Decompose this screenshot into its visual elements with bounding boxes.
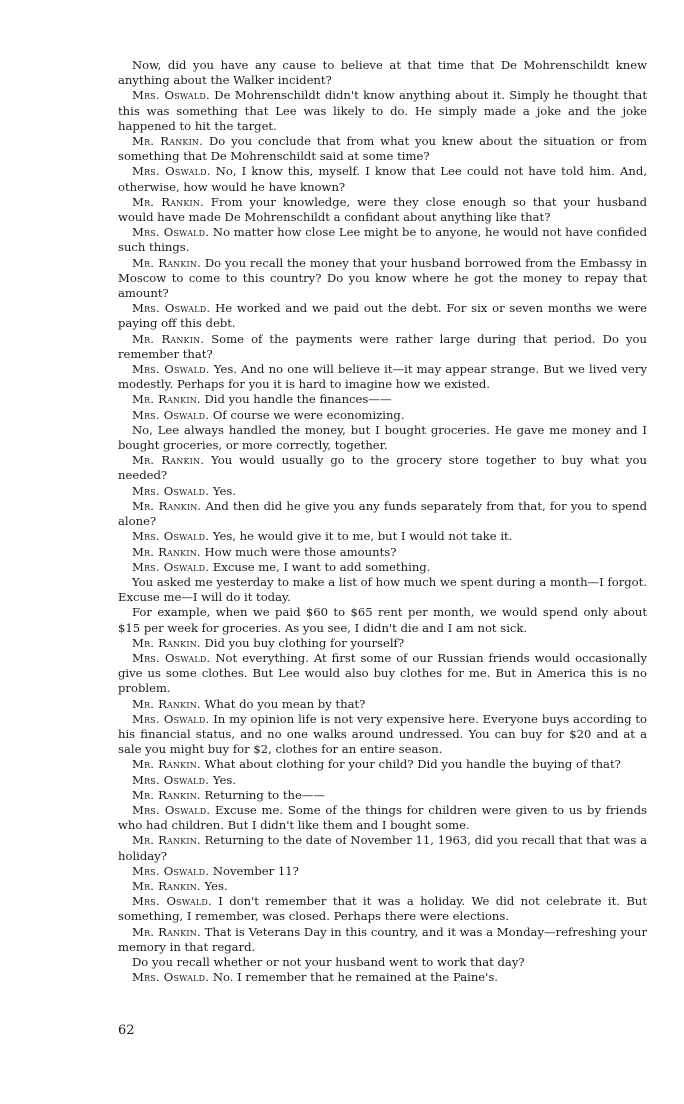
para-7 [118, 301, 647, 331]
speaker: Mrs. Oswald. [132, 164, 211, 179]
para-text: That is Veterans Day in this country, and it was a Monday—refreshing your memory in that regard. [118, 924, 648, 954]
para-text: No. I remember that he remained at the Paine's. [212, 970, 498, 985]
para-4 [118, 195, 647, 225]
para-text: Yes. [212, 772, 236, 787]
speaker: Mr. Rankin. [132, 392, 201, 407]
para-text: No, Lee always handled the money, but I bought groceries. He gave me money and I bought groceries, or more correctly, together. [118, 422, 647, 453]
speaker: Mr. Rankin. [132, 787, 201, 802]
para-20 [118, 605, 647, 635]
speaker: Mrs. Oswald. [132, 407, 210, 422]
para-text: Not everything. At first some of our Russian friends would occasionally give us some clothes. But Lee would also buy clothes for me. But in America this is no problem. [118, 650, 647, 696]
speaker: Mrs. Oswald. [132, 301, 211, 316]
para-14 [118, 484, 647, 499]
para-21 [118, 636, 647, 651]
para-2 [118, 134, 647, 164]
para-text: De Mohrenschildt didn't know anything about it. Simply he thought that this was something that Lee was likely to do. He simply made a joke and the joke happened to hit the target. [118, 88, 647, 133]
speaker: Mr. Rankin. [132, 453, 205, 468]
speaker: Mrs. Oswald. [132, 88, 210, 103]
para-32 [118, 894, 647, 924]
speaker: Mrs. Oswald. [132, 362, 210, 377]
speaker: Mrs. Oswald. [132, 225, 210, 240]
speaker: Mr. Rankin. [132, 878, 201, 893]
para-1 [118, 88, 647, 134]
para-13 [118, 453, 647, 483]
para-text: From your knowledge, were they close enough so that your husband would have made De Mohrenschildt a confidant about anything like that? [118, 194, 648, 225]
para-text: And then did he give you any funds separately from that, for you to spend alone? [118, 498, 648, 529]
para-text: Do you conclude that from what you knew about the situation or from something that De Mohrenschildt said at some time? [118, 134, 648, 164]
para-22 [118, 651, 647, 697]
para-text: Do you recall the money that your husband borrowed from the Embassy in Moscow to come to this country? Do you know where he got the money to repay that amount? [118, 255, 648, 301]
para-34 [118, 955, 647, 970]
speaker: Mr. Rankin. [132, 924, 201, 939]
speaker: Mr. Rankin. [132, 635, 201, 650]
testimony-page [118, 58, 647, 985]
para-text: Some of the payments were rather large during that period. Do you remember that? [118, 331, 647, 361]
para-15 [118, 499, 647, 529]
para-text: You asked me yesterday to make a list of how much we spent during a month—I forgot. Excuse me—I will do it today. [118, 574, 647, 605]
para-text: No matter how close Lee might be to anyone, he would not have confided such things. [118, 225, 648, 255]
para-17 [118, 545, 647, 560]
para-text: In my opinion life is not very expensive here. Everyone buys according to his financial status, and no one walks around undressed. You can buy for $20 and at a sale you might buy for $2, clothes for an entire season. [118, 711, 647, 757]
para-23 [118, 697, 647, 712]
para-text: Excuse me, I want to add something. [212, 559, 431, 574]
speaker: Mrs. Oswald. [132, 772, 210, 787]
speaker: Mr. Rankin. [132, 134, 204, 149]
para-text: Excuse me. Some of the things for children were given to us by friends who had children. But I didn't like them and I bought some. [118, 802, 647, 833]
speaker: Mr. Rankin. [132, 833, 201, 848]
para-text: He worked and we paid out the debt. For six or seven months we were paying off this debt. [118, 301, 648, 331]
speaker: Mrs. Oswald. [132, 863, 210, 878]
para-text: You would usually go to the grocery store together to buy what you needed? [118, 453, 648, 483]
para-text: No, I know this, myself. I know that Lee could not have told him. And, otherwise, how would he have known? [118, 164, 648, 194]
para-28 [118, 803, 647, 833]
para-0 [118, 58, 647, 88]
para-31 [118, 879, 647, 894]
para-18 [118, 560, 647, 575]
para-text: Did you handle the finances—— [204, 392, 392, 407]
para-5 [118, 225, 647, 255]
para-24 [118, 712, 647, 758]
para-text: Of course we were economizing. [212, 407, 405, 422]
speaker: Mrs. Oswald. [132, 802, 211, 817]
speaker: Mr. Rankin. [132, 255, 201, 270]
para-text: How much were those amounts? [204, 544, 397, 559]
para-text: Yes. [204, 878, 228, 893]
para-8 [118, 332, 647, 362]
speaker: Mrs. Oswald. [132, 711, 210, 726]
speaker: Mr. Rankin. [132, 331, 205, 346]
speaker: Mrs. Oswald. [132, 529, 210, 544]
para-12 [118, 423, 647, 453]
para-text: Yes, he would give it to me, but I would not take it. [212, 529, 513, 544]
para-text: Returning to the—— [204, 787, 325, 802]
para-text: Did you buy clothing for yourself? [204, 635, 405, 650]
para-9 [118, 362, 647, 392]
para-3 [118, 164, 647, 194]
para-11 [118, 408, 647, 423]
speaker: Mrs. Oswald. [132, 483, 210, 498]
para-text: Now, did you have any cause to believe at that time that De Mohrenschildt knew anything about the Walker incident? [118, 58, 647, 88]
para-19 [118, 575, 647, 605]
para-26 [118, 773, 647, 788]
speaker: Mrs. Oswald. [132, 894, 212, 909]
speaker: Mrs. Oswald. [132, 970, 210, 985]
para-text: For example, when we paid $60 to $65 rent per month, we would spend only about $15 per week for groceries. As you see, I didn't die and I am not sick. [118, 605, 647, 635]
para-27 [118, 788, 647, 803]
para-25 [118, 757, 647, 772]
page-number: 62 [118, 1023, 135, 1038]
para-30 [118, 864, 647, 879]
para-29 [118, 833, 647, 863]
para-text: November 11? [212, 863, 299, 878]
para-text: Do you recall whether or not your husband went to work that day? [132, 954, 525, 969]
speaker: Mr. Rankin. [132, 757, 201, 772]
para-text: Yes. [212, 483, 236, 498]
para-text: Returning to the date of November 11, 1963, did you recall that that was a holiday? [118, 833, 647, 863]
para-35 [118, 970, 647, 985]
para-16 [118, 529, 647, 544]
speaker: Mrs. Oswald. [132, 650, 211, 665]
para-text: I don't remember that it was a holiday. We did not celebrate it. But something, I remember, was closed. Perhaps there were elections. [118, 894, 647, 924]
speaker: Mrs. Oswald. [132, 559, 210, 574]
speaker: Mr. Rankin. [132, 498, 202, 513]
speaker: Mr. Rankin. [132, 194, 205, 209]
para-text: What do you mean by that? [204, 696, 366, 711]
speaker: Mr. Rankin. [132, 544, 201, 559]
para-text: What about clothing for your child? Did you handle the buying of that? [204, 757, 621, 772]
para-6 [118, 256, 647, 302]
para-text: Yes. And no one will believe it—it may appear strange. But we lived very modestly. Perhaps for you it is hard to imagine how we existed. [118, 362, 647, 392]
para-10 [118, 392, 647, 407]
speaker: Mr. Rankin. [132, 696, 201, 711]
para-33 [118, 925, 647, 955]
